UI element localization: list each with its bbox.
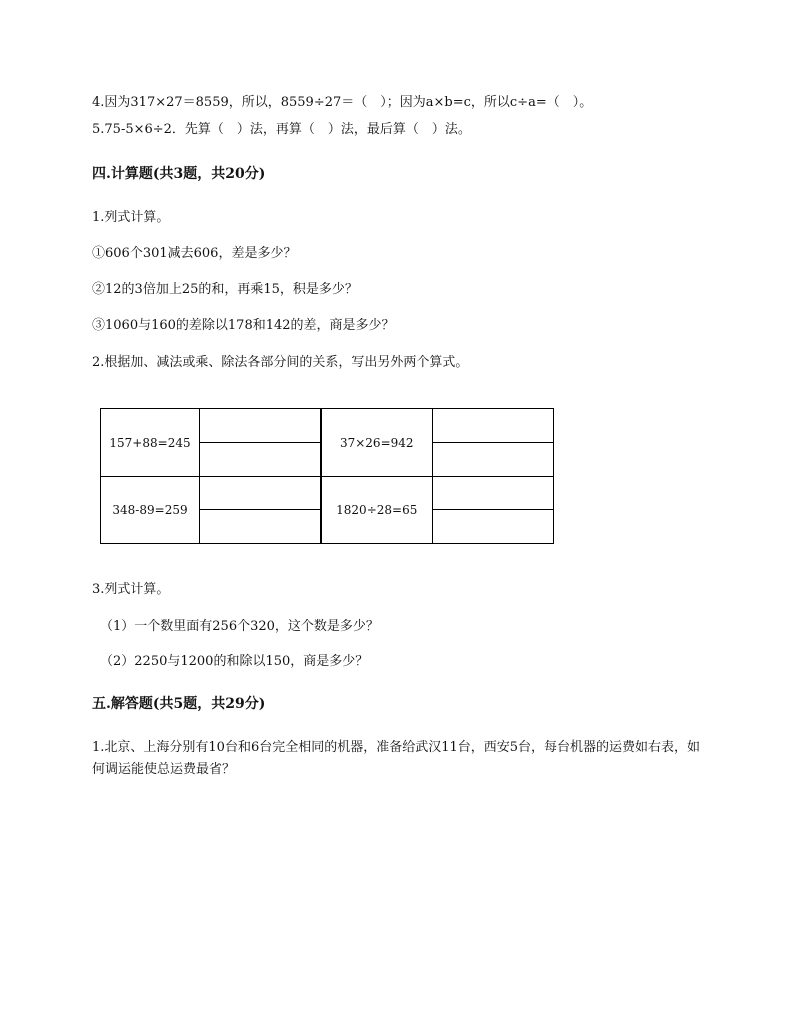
calc-q2-title: 2.根据加、减法或乘、除法各部分间的关系，写出另外两个算式。 — [92, 355, 469, 370]
equation-cell: 37×26=942 — [321, 409, 433, 477]
answer-blank[interactable] — [433, 477, 554, 510]
equation-cell: 348-89=259 — [101, 477, 200, 544]
calc-q1-item-2: ②12的3倍加上25的和，再乘15，积是多少？ — [92, 282, 358, 297]
question-4: 4.因为317×27＝8559，所以，8559÷27＝（ ）；因为a×b=c，所以c÷a=（ ）。 — [92, 95, 593, 110]
answer-blank[interactable] — [200, 510, 321, 544]
answer-blank[interactable] — [200, 443, 321, 477]
calc-q1-title: 1.列式计算。 — [92, 210, 170, 225]
calc-q3-item-2: （2）2250与1200的和除以150，商是多少？ — [100, 654, 369, 669]
answer-blank[interactable] — [433, 510, 554, 544]
answer-q1: 1.北京、上海分别有10台和6台完全相同的机器，准备给武汉11台，西安5台，每台机器的运费如右表，如何调运能使总运费最省？ — [92, 740, 701, 777]
section-4-heading: 四.计算题(共3题，共20分) — [92, 166, 266, 182]
section-5-heading: 五.解答题(共5题，共29分) — [92, 696, 266, 712]
calc-q3-title: 3.列式计算。 — [92, 582, 170, 597]
equation-cell: 1820÷28=65 — [321, 477, 433, 544]
question-5: 5.75-5×6÷2．先算（ ）法，再算（ ）法，最后算（ ）法。 — [92, 122, 471, 137]
calc-q3-item-1: （1）一个数里面有256个320，这个数是多少？ — [100, 619, 379, 634]
answer-blank[interactable] — [200, 409, 321, 443]
relation-table — [100, 408, 554, 544]
calc-q1-item-3: ③1060与160的差除以178和142的差，商是多少？ — [92, 318, 395, 333]
answer-blank[interactable] — [433, 409, 554, 443]
answer-blank[interactable] — [200, 477, 321, 510]
equation-cell: 157+88=245 — [101, 409, 200, 477]
answer-blank[interactable] — [433, 443, 554, 477]
calc-q1-item-1: ①606个301减去606，差是多少？ — [92, 246, 297, 261]
